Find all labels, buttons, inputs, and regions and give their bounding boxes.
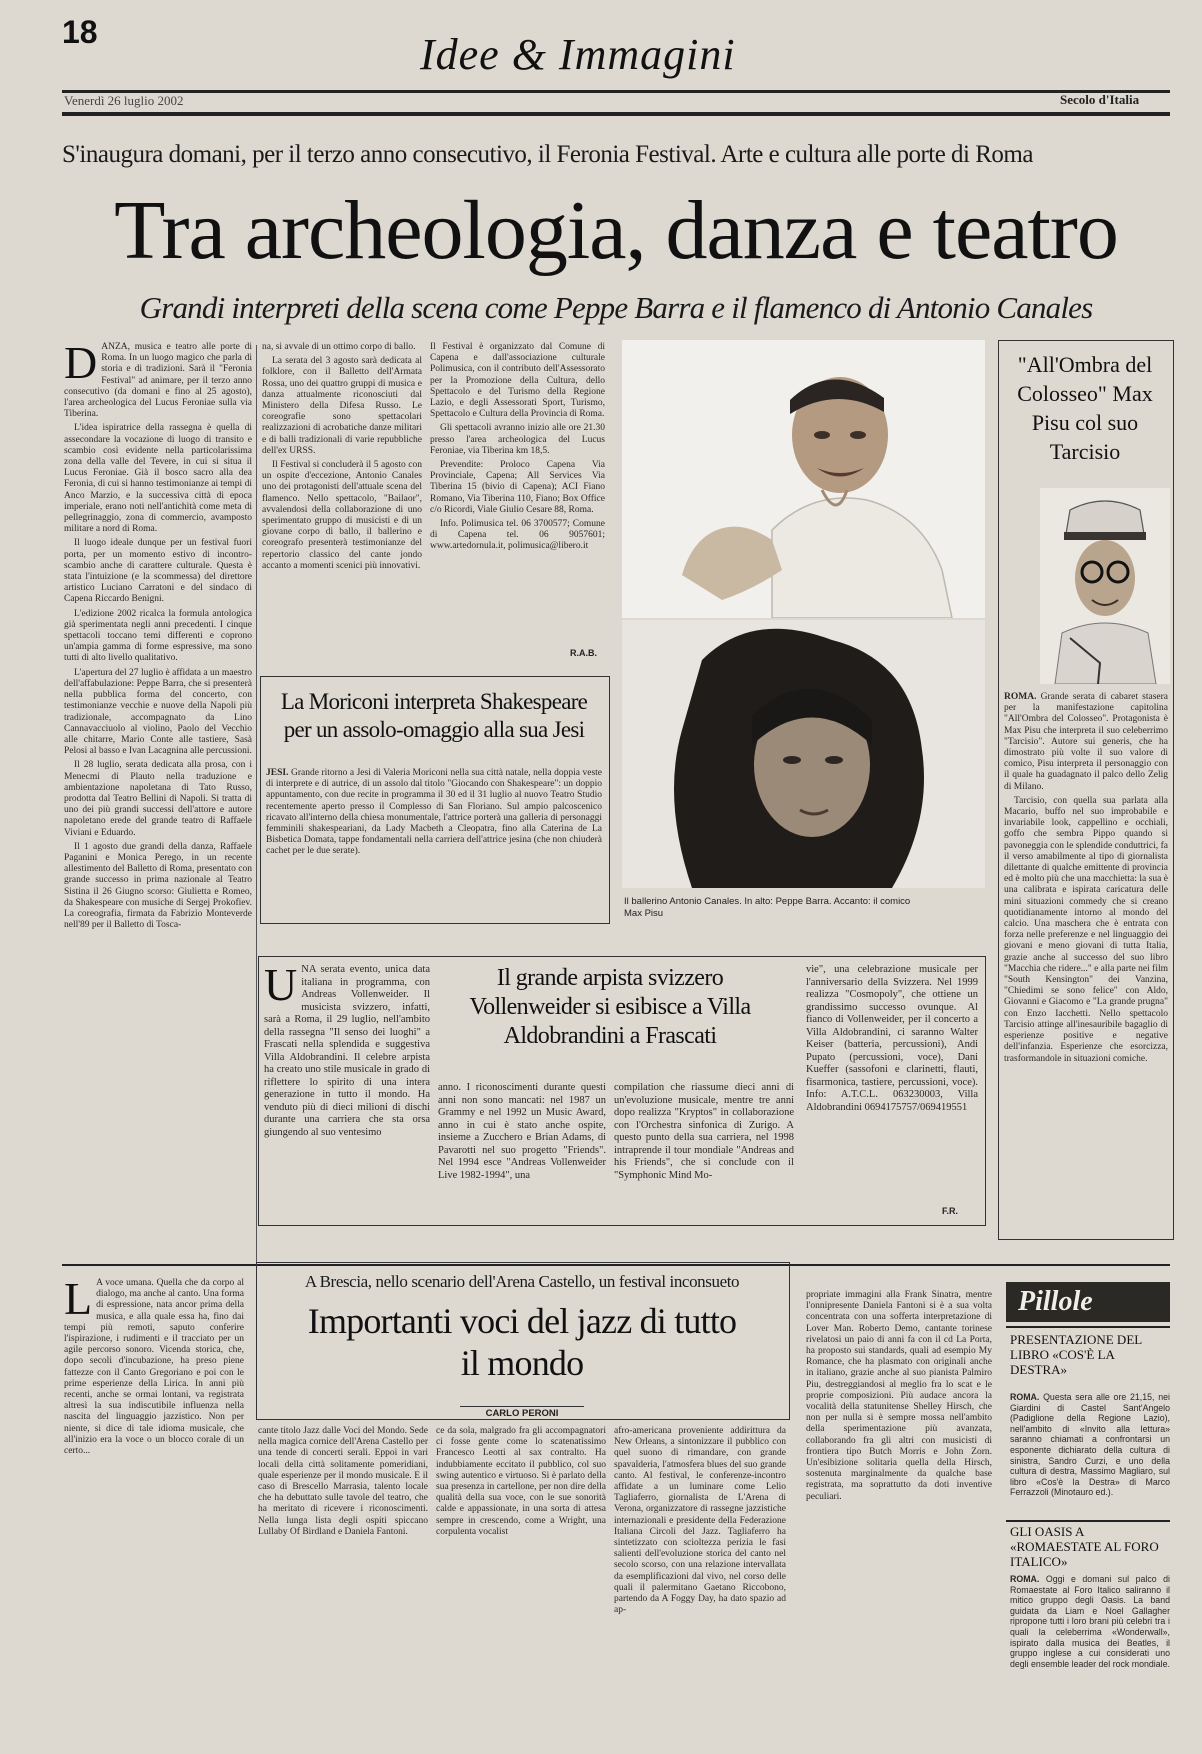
vollenweider-text: NA serata evento, unica data italiana in programma, con Andreas Vollenweider. Il musicista svizzero, infatti, sarà a Roma, il 29 luglio, nell'ambito della rassegna "Il senso dei luoghi" a Frascati nella splendida e suggestiva Villa Aldobrandini. Il celebre arpista ha creato uno stile musicale in grado di riflettere lo spirito di una intera generazione in tutto il mondo. Ha venduto più di dieci milioni di dischi durante una carriera che sta orsa giungendo al suo ventesimo bbox=[264, 964, 430, 1138]
pisu-title: "All'Ombra del Colosseo" Max Pisu col suo Tarcisio bbox=[1017, 352, 1153, 464]
main-paragraph: Info. Polimusica tel. 06 3700577; Comune di Capena tel. 06 9057601; www.artedornula.it, polimusica@libero.it bbox=[430, 519, 605, 552]
main-paragraph: La serata del 3 agosto sarà dedicata al folklore, con il Balletto dell'Armata Rossa, uno dei quattro gruppi di musica e danza attualmente riconosciuti dal Ministero della Difesa Russo. Le coreografie sono spettacolari realizzazioni di acrobatiche danze militari e di balli tradizionali di varie repubbliche dell'ex URSS. bbox=[262, 356, 422, 456]
photo-max-pisu bbox=[1040, 488, 1170, 684]
vollenweider-headline: Il grande arpista svizzero Vollenweider si esibisce a Villa Aldobrandini a Frascati bbox=[469, 965, 751, 1049]
section-title: Idee & Immagini bbox=[420, 30, 736, 79]
masthead-rule-bottom bbox=[62, 112, 1170, 116]
pillole-item2-body bbox=[1010, 1574, 1170, 1746]
main-article-col3 bbox=[430, 342, 605, 652]
vollenweider-col4 bbox=[806, 964, 978, 1202]
jazz-col3 bbox=[436, 1426, 606, 1748]
pillole-item1-body bbox=[1010, 1392, 1170, 1516]
main-paragraph: Gli spettacoli avranno inizio alle ore 21.30 presso l'area archeologica del Lucus Feroniae, via Tiberina km 18,5. bbox=[430, 423, 605, 456]
main-paragraph: Il Festival si concluderà il 5 agosto con un ospite d'eccezione, Antonio Canales uno dei protagonisti dell'attuale scena del flamenco. Nello spettacolo, "Bailaor", avvalendosi della collaborazione di uno sperimentato gruppo di musicisti e di un giovane corpo di ballo, il ballerino e coreografo presenterà testimonianze del repertorio classico del cante jondo accanto a momenti scenici più innovativi. bbox=[262, 460, 422, 571]
pisu-body bbox=[1004, 692, 1168, 1234]
photo-peppe-barra bbox=[622, 340, 985, 618]
jazz-text: propriate immagini alla Frank Sinatra, mentre l'onnipresente Daniela Fantoni si è a sua volta concentrata con una sofferta interpretazione di Lover Man. Roberto Demo, cantante torinese rivelatosi un paio di anni fa con il cd La Porta, ha proposto sui standards, quali ad esempio My Romance, che ha plasmato con originali anche in italiano, grazie anche al suo pianista Palmiro Piu, destreggiandosi al meglio fra lo scat e le proprie composizioni. Più audace ancora la vocalità della statunitense Shelley Hirsch, che non per nulla si è sempre mossa nell'ambito della sperimentazione più avanzata, collaborando fra gli altri con musicisti di frontiera tipo Butch Morris e John Zorn. Un'esibizione solitaria quella della Hirsch, sostenuta marginalmente da qualche base registrata, ma soprattutto da doti inventive peculiari. bbox=[806, 1290, 992, 1502]
vollenweider-text: compilation che riassume dieci anni di un'evoluzione musicale, mentre tre anni dopo realizza "Kryptos" in collaborazione con l'Orchestra sinfonica di Zurigo. A questo punto della sua carriera, nel 1998 intraprende il tour mondiale "Andreas and his Friends", che si conclude con il "Symphonic Mind Mo- bbox=[614, 1082, 794, 1181]
main-paragraph: L'idea ispiratrice della rassegna è quella di assecondare la vocazione di luogo di transito e scambio così evidente nella particolarissima zona della valle del Tevere, in cui si situa il Lucus Feroniae. Già il bosco sacro alla dea Feronia, di cui si hanno testimonianze ai tempi di Anco Marzio, e la successiva città di epoca imperiale, erano noti nell'antichità come meta di pellegrinaggio, zona di commercio, avamposto militare a nord di Roma. bbox=[64, 423, 252, 535]
masthead-rule bbox=[62, 90, 1170, 93]
main-kicker: S'inaugura domani, per il terzo anno consecutivo, il Feronia Festival. Arte e cultura alle porte di Roma bbox=[62, 141, 1033, 168]
vollenweider-col3 bbox=[614, 1082, 794, 1220]
moriconi-headline: La Moriconi interpreta Shakespeare per un assolo-omaggio alla sua Jesi bbox=[280, 689, 588, 742]
vollenweider-text: anno. I riconoscimenti durante questi anni non sono mancati: nel 1987 un Grammy e nel 1992 un Music Award, anno in cui è stato anche ospite, insieme a Zucchero e Brian Adams, di Pavarotti nel suo progetto "Friends". Nel 1994 esce "Andreas Vollenweider Live 1982-1994", una bbox=[438, 1082, 606, 1181]
jazz-text: cante titolo Jazz dalle Voci del Mondo. Sede nella magica cornice dell'Arena Castello per una tende di concerti serali. Eppoi in vari locali della città solitamente pomeridiani, quale esperienze per il mondo musicale. E il caso di Brescello Marrasia, talento locale che ha debuttato sulle tavole del teatro, che ha meritato di ricevere i riconoscimenti. Nella lunga lista degli ospiti spiccano Lullaby Of Birdland e Daniela Fantoni. bbox=[258, 1426, 428, 1537]
peppe-barra-image bbox=[622, 340, 985, 618]
pillole-item2-lead: ROMA. bbox=[1010, 1574, 1040, 1584]
pillole-item2-text: Oggi e domani sul palco di Romaestate al Foro Italico saliranno il mitico gruppo degli Oasis. La band guidata da Liam e Noel Gallagher ripropone tutti i loro brani più celebri tra i quali la celeberrima «Wonderwall», ispirato dalla musica dei Beatles, il gruppo inglese a cui considerati uno degli ensemble leader del rock mondiale. bbox=[1010, 1574, 1170, 1669]
jazz-col5 bbox=[806, 1290, 992, 1748]
main-paragraph: L'edizione 2002 ricalca la formula antologica già sperimentata negli anni precedenti. I cinque spettacoli toccano temi differenti e coprono un'ampia gamma di forme espressive, ma sono tutti di alto livello qualitativo. bbox=[64, 608, 252, 664]
pillole-header bbox=[1006, 1282, 1170, 1322]
jazz-text: ce da sola, malgrado fra gli accompagnatori ci fosse gente come lo scatenatissimo Francesco Leotti al sax contralto. Ha indubbiamente eccitato il pubblico, col suo swing autentico e virtuoso. Si è parlato della sua presenza in cartellone, per non dire della qualità della sua voce, con le sue sonorità calde e appassionate, in una sorta di attesa sempre in crescendo, come a Wright, una corpulenta vocalist bbox=[436, 1426, 606, 1537]
main-article-col1 bbox=[64, 342, 252, 1267]
moriconi-text: Grande ritorno a Jesi di Valeria Moriconi nella sua città natale, nella doppia veste di interprete e di autrice, di un assolo dal titolo "Giocando con Shakespeare": un doppio appuntamento, con due recite in programma il 30 ed il 31 luglio al nuovo Teatro Studio recentemente aperto presso il Complesso di San Floriano. Sul ampio palcoscenico ricavato all'interno della chiesa monumentale, l'attrice porterà una galleria di personaggi femminili shakespeariani, da Lady Macbeth a Cleopatra, fino alla Caterina de La Bisbetica Domata, tappe fondamentali nella carriera dell'attrice jesina (che non chiuderà cachet per le due serate). bbox=[266, 768, 602, 857]
pillole-divider bbox=[1006, 1520, 1170, 1522]
photo-caption: Il ballerino Antonio Canales. In alto: Peppe Barra. Accanto: il comico Max Pisu bbox=[624, 896, 911, 919]
jazz-dropcap: L bbox=[64, 1278, 93, 1324]
vollenweider-col1 bbox=[264, 964, 430, 1220]
main-paragraph: Prevendite: Proloco Capena Via Provinciale, Capena; All Services Via Tiberina 15 (bivio di Capena); ACI Fiano Romano, Via Tiberina 110, Fiano; Box Office c/o Ricordi, Viale Giulio Cesare 88, Roma. bbox=[430, 460, 605, 515]
main-byline: R.A.B. bbox=[570, 648, 597, 658]
jazz-text: afro-americana proveniente addirittura da New Orleans, a sintonizzare il pubblico con quel suono di rimandare, con grande spavalderia, l'atmosfera blues del suo grande canto. Al festival, le conferenze-incontro affidate a un luminare come Lelio Tagliaferro, giornalista de L'Arena di Verona, organizzatore di rassegne jazzistiche internazionali e presidente della Federazione Italiana Circoli del Jazz. Tagliaferro ha sintetizzato con scioltezza perizia le fasi salienti dell'evoluzione storica del canto nel secolo scorso, con una relazione intervallata da esemplificazioni dal vivo, nel corso delle quali il palermitano Gaetano Riccobono, partendo da A Foggy Day, ha dato spazio ad ap- bbox=[614, 1426, 786, 1616]
pillole-item2-title: GLI OASIS A «ROMAESTATE AL FORO ITALICO» bbox=[1010, 1524, 1159, 1569]
vollenweider-dropcap: U bbox=[264, 964, 298, 1010]
jazz-col4 bbox=[614, 1426, 786, 1748]
photo-antonio-canales bbox=[622, 620, 985, 888]
moriconi-lead: JESI. bbox=[266, 768, 289, 778]
pisu-paragraph: Tarcisio, con quella sua parlata alla Macario, buffo nel suo improbabile e invariabile look, cappellino e occhiali, goffo che sembra Pippo quando si pavoneggia con le splendide conduttrici, fa il verso amabilmente al tipo di giornalista dilettante di qualche emittente di provincia ed è molto più che una macchietta: la sua è una calibrata e ispirata caricatura delle mini situazioni commedy che si creano quotidianamente intorno al mondo del calcio. Una maschera che è entrata con forza nelle preferenze e nel linguaggio dei giovani e meno giovani di tutta Italia, grazie anche al successo del suo libro "Macchia che ridere..." e alla parte nei film "South Kensington" dei Vanzina, "Chiedimi se sono felice" con Aldo, Giovanni e Giacomo e "La grande prugna" con Enzo Iacchetti. Nello spettacolo Tarcisio attinge all'inesauribile bagaglio di esperienze positive e negative dell'infanzia. Esperienze che esorcizza, trasformandole in situazioni comiche. bbox=[1004, 795, 1168, 1064]
vollenweider-col2 bbox=[438, 1082, 606, 1220]
pisu-lead: ROMA. bbox=[1004, 692, 1037, 702]
pillole-item1-text: Questa sera alle ore 21,15, nei Giardini di Castel Sant'Angelo (Padiglione della Regione Lazio), nell'ambito di «Invito alla lettura» saranno chiamati a confrontarsi un esponente dichiarato della cultura di sinistra, Sandro Curzi, e uno della cultura di destra, Massimo Magliaro, sul libro «Cos'è la Destra» di Marco Ferrazzoli (Minotauro ed.). bbox=[1010, 1392, 1170, 1498]
issue-date: Venerdì 26 luglio 2002 bbox=[64, 93, 184, 108]
newspaper-name: Secolo d'Italia bbox=[1060, 92, 1140, 107]
main-subheadline: Grandi interpreti della scena come Peppe Barra e il flamenco di Antonio Canales bbox=[139, 290, 1093, 325]
main-paragraph: Il 1 agosto due grandi della danza, Raffaele Paganini e Monica Perego, in un recente allestimento del Balletto di Roma, presentato con grande successo in prima nazionale al Teatro Sistina il 26 Giugno scorso: Giulietta e Romeo, da Shakespeare con musiche di Sergej Prokofiev. La coreografia, firmata da Fabrizio Monteverde nell'89 per il Balletto di Tosca- bbox=[64, 841, 252, 931]
main-paragraph: Il luogo ideale dunque per un festival fuori porta, per un momento estivo di incontro-scambio anche di carattere culturale. Questa è stata l'intuizione (e la scommessa) del direttore artistico Luciano Carratoni e del sindaco di Capena Riccardo Benigni. bbox=[64, 538, 252, 605]
antonio-canales-image bbox=[622, 620, 985, 888]
pisu-text: Grande serata di cabaret stasera per la manifestazione capitolina "All'Ombra del Colosseo". Protagonista è Max Pisu che interpreta il suo celeberrimo "Tarcisio". Autore sui generis, che ha dimostrato più volte il suo valore di comico, Pisu interpreta il personaggio con il quale ha guadagnato il palco dello Zelig di Milano. bbox=[1004, 692, 1168, 792]
pillole-item1-lead: ROMA. bbox=[1010, 1392, 1040, 1402]
pillole-rule bbox=[1006, 1326, 1170, 1328]
pillole-label: Pillole bbox=[1018, 1286, 1093, 1317]
jazz-col1 bbox=[64, 1278, 244, 1748]
jazz-author: CARLO PERONI bbox=[460, 1406, 584, 1419]
jazz-text: A voce umana. Quella che da corpo al dialogo, ma anche al canto. Una forma di espressione, nata ancor prima della musica, e alla quale essa ha, fino dai tempi più remoti, saputo conferire l'ispirazione, i rudimenti e il tracciato per un agile percorso sonoro. Vicenda storica, che, dopo secoli d'incubazione, ha preso piene fattezze con il Canto Gregoriano e poi con le prime esperienze della Lirica. In anni più recenti, anche se ormai lontani, va registrata altresì la sua indiscutibile influenza nella nascita del linguaggio jazzistico. Non per niente, si dice di tale idioma musicale, che all'inizio era la voce o un blocco corale di un certo... bbox=[64, 1278, 244, 1457]
jazz-kicker: A Brescia, nello scenario dell'Arena Castello, un festival inconsueto bbox=[304, 1272, 740, 1291]
jazz-col2 bbox=[258, 1426, 428, 1748]
column-divider bbox=[256, 345, 257, 1265]
moriconi-body bbox=[266, 768, 602, 918]
page-number: 18 bbox=[62, 14, 98, 50]
vollenweider-byline: F.R. bbox=[942, 1206, 959, 1216]
main-paragraph: Il 28 luglio, serata dedicata alla prosa, con i Menecmi di Plauto nella traduzione e ambientazione napoletana di Tato Russo, prodotta dal Teatro Bellini di Napoli. Si tratta di uno dei più grandi successi dell'attore e autore napoletano erede del grande teatro di Raffaele Viviani e Eduardo. bbox=[64, 760, 252, 838]
main-dropcap: D bbox=[64, 342, 98, 388]
main-paragraph: Il Festival è organizzato dal Comune di Capena e dall'associazione culturale Polimusica, con il contributo dell'Assessorato per la Promozione della Cultura, dello Spettacolo e del Turismo della Regione Lazio, e degli Assessorati Sport, Turismo, Spettacolo e Cultura della Provincia di Roma. bbox=[430, 342, 605, 420]
main-paragraph: na, si avvale di un ottimo corpo di ballo. bbox=[262, 342, 416, 352]
pillole-item1-title: PRESENTAZIONE DEL LIBRO «COS'È LA DESTRA» bbox=[1010, 1332, 1142, 1377]
main-paragraph: L'apertura del 27 luglio è affidata a un maestro dell'affabulazione: Peppe Barra, che si presenterà nella pubblica forma del concerto, con testimonianze vecchie e nuove della Napoli più tradizionale, accompagnato da Lino Cannavacciuolo al violino, Paolo del Vecchio alle chitarre, Mario Conte alle tastiere, Sasà Pelosi al basso e Ivan Lacagnina alle percussioni. bbox=[64, 667, 252, 757]
main-article-col2 bbox=[262, 342, 422, 662]
main-headline: Tra archeologia, danza e teatro bbox=[114, 184, 1118, 277]
main-paragraph: ANZA, musica e teatro alle porte di Roma. In un luogo magico che parla di storia e di tradizioni. Sarà il "Feronia Festival" ad animare, per il terzo anno consecutivo (da domani e fino al 25 agosto), l'area archeologica del Lucus Feroniae sulla via Tiberina. bbox=[64, 342, 252, 420]
max-pisu-image bbox=[1040, 488, 1170, 684]
vollenweider-text: vie", una celebrazione musicale per l'anniversario della Svizzera. Nel 1999 realizza "Cosmopoly", che ottiene un grandissimo successo ovunque. Al fianco di Vollenweider, per il concerto a Villa Aldobrandini, ci saranno Walter Keiser (batteria, percussioni), Andi Pupato (percussioni, voce), Dani Kueffer (sassofoni e clarinetti, flauti, fisarmonica, tastiere, percussioni, voce). Info: A.T.C.L. 063230003, Villa Aldobrandini 0694175757/069419551 bbox=[806, 964, 978, 1113]
jazz-headline: Importanti voci del jazz di tutto il mondo bbox=[307, 1301, 737, 1383]
